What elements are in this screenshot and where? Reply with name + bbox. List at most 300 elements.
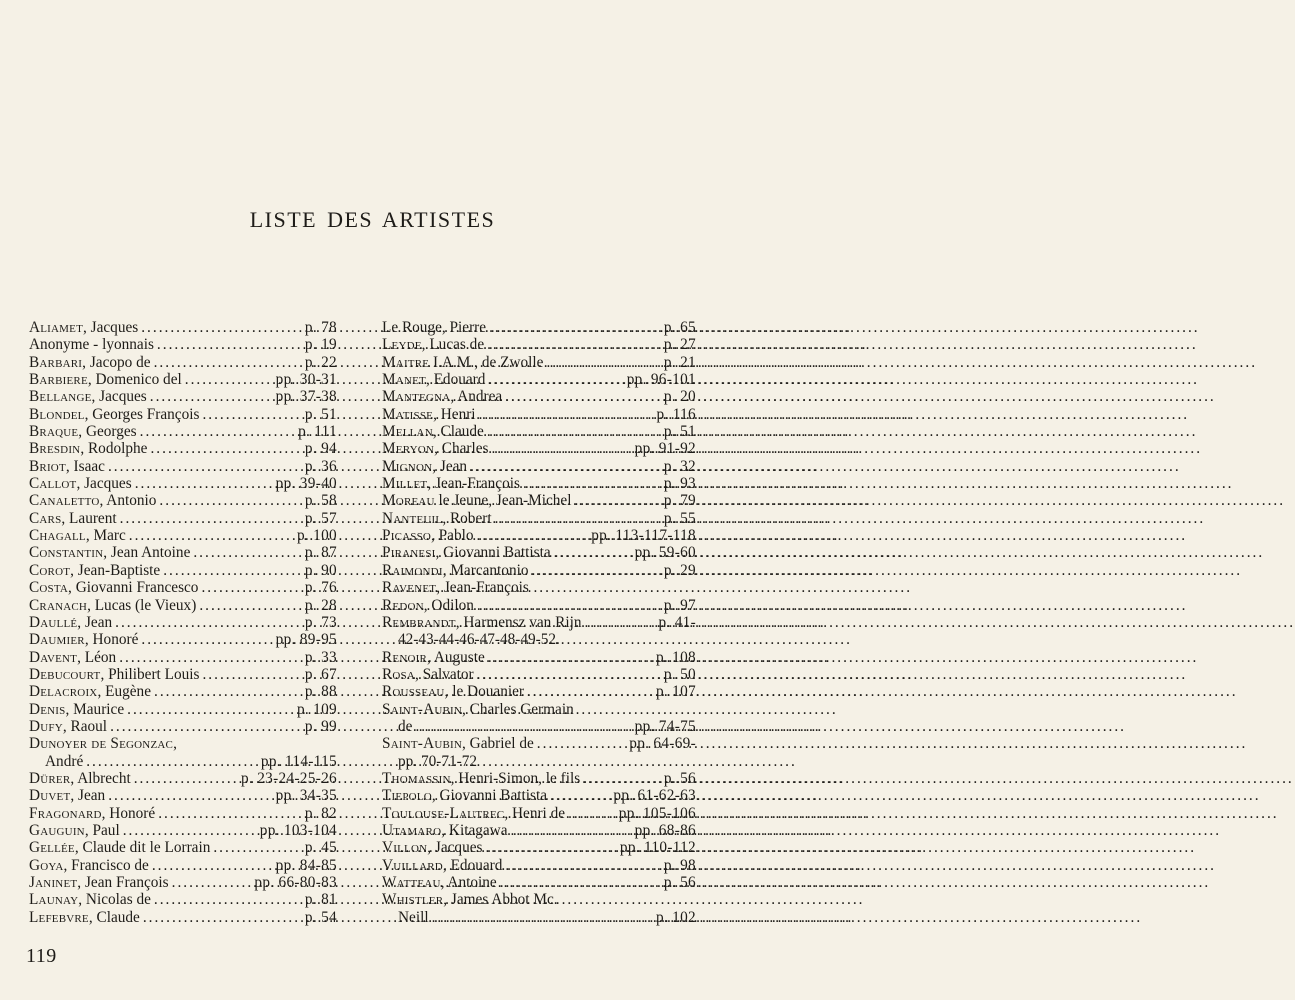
- dot-leader: [491, 440, 631, 457]
- index-entry: [29, 510, 337, 527]
- artist-surname: Chagall: [29, 527, 86, 545]
- index-entry: [382, 458, 696, 475]
- page-reference: pp. 114-115: [260, 752, 337, 770]
- index-entry: [382, 423, 696, 440]
- artist-name: [382, 354, 543, 371]
- artist-name: [382, 319, 486, 336]
- artist-given-name: , Salvator: [415, 665, 474, 683]
- dot-leader: [432, 909, 653, 926]
- dot-leader: [201, 579, 301, 596]
- index-entry: [382, 371, 696, 388]
- artist-name: [382, 683, 524, 700]
- page-reference: p. 32: [663, 457, 696, 475]
- dot-leader: [583, 770, 661, 787]
- artist-surname: Briot: [29, 457, 66, 475]
- dot-leader: [152, 857, 273, 874]
- artist-name: [382, 735, 534, 752]
- artist-name: [29, 510, 117, 527]
- artist-given-name: , Honoré: [84, 631, 139, 649]
- index-entry: [29, 701, 337, 718]
- artist-surname: Ravenet: [382, 579, 437, 597]
- artist-surname: Goya: [29, 856, 64, 874]
- page-reference: p. 78: [304, 319, 337, 336]
- page-reference: p. 107: [655, 683, 696, 701]
- index-entry: [29, 909, 337, 926]
- dot-leader: [135, 475, 273, 492]
- artist-given-name: , Giovanni Battista: [435, 544, 551, 562]
- dot-leader: [568, 805, 616, 822]
- page-reference: p. 56: [663, 769, 696, 787]
- artist-surname: Daumier: [29, 631, 85, 649]
- artist-name: [29, 371, 182, 388]
- artist-given-name: Le Rouge, Pierre: [382, 319, 487, 336]
- dot-leader: [523, 475, 661, 492]
- artist-given-name: , Maurice: [65, 700, 125, 718]
- page-reference: pp. 66-80-83: [254, 874, 337, 891]
- index-entry: [382, 753, 696, 770]
- artist-given-name: , Francisco de: [63, 856, 149, 874]
- dot-leader: [202, 666, 301, 683]
- dot-leader: [488, 371, 623, 388]
- artist-surname: Redon: [382, 596, 424, 614]
- dot-leader: [134, 770, 238, 787]
- artist-surname: Fragonard: [29, 804, 102, 822]
- dot-leader: [532, 562, 661, 579]
- artist-surname: Maitre: [382, 353, 430, 371]
- artist-surname: Whistler: [382, 891, 444, 909]
- artist-name: [29, 822, 120, 839]
- index-entry: [382, 406, 696, 423]
- artist-name: [29, 805, 155, 822]
- artist-name: [29, 544, 190, 561]
- artist-surname: Rousseau: [382, 683, 445, 701]
- artist-surname: Moreau: [382, 492, 435, 510]
- artist-name: [382, 822, 508, 839]
- dot-leader: [108, 787, 272, 804]
- index-entry: [29, 388, 337, 405]
- index-entry: [382, 614, 696, 631]
- artist-surname: Constantin: [29, 544, 104, 562]
- artist-name: [382, 423, 484, 440]
- artist-surname: Blondel: [29, 405, 85, 423]
- dot-leader: [141, 319, 302, 336]
- dot-leader: [120, 510, 302, 527]
- index-entry: [29, 874, 337, 891]
- artist-name: [382, 371, 485, 388]
- dot-leader: [141, 631, 272, 648]
- page-reference: p. 73: [304, 613, 337, 631]
- dot-leader: [86, 753, 258, 770]
- dot-leader: [193, 544, 302, 561]
- artist-given-name: , le Douanier: [444, 683, 524, 701]
- dot-leader: [172, 874, 252, 891]
- index-entry: [382, 909, 696, 926]
- index-entry: [382, 631, 696, 648]
- artist-given-name: , Jean: [77, 613, 113, 631]
- artist-name: [398, 631, 560, 648]
- artist-name: [29, 787, 105, 804]
- artist-name: [382, 562, 529, 579]
- index-entry: [29, 822, 337, 839]
- artist-name: [382, 649, 485, 666]
- artist-given-name: , James Abbot Mc.: [443, 891, 558, 909]
- artist-given-name: André: [45, 752, 84, 770]
- artist-surname: Dunoyer de Segonzac: [29, 735, 174, 753]
- artist-given-name: , Honoré: [101, 804, 156, 822]
- artist-surname: Leyde: [382, 336, 422, 354]
- artist-surname: Saint-Aubin: [382, 700, 463, 718]
- artist-surname: Aliamet: [29, 319, 83, 336]
- index-entry: [29, 683, 337, 700]
- dot-leader: [470, 458, 661, 475]
- artist-name: [29, 440, 147, 457]
- dot-leader: [154, 354, 302, 371]
- artist-given-name: le Jeune, Jean-Michel: [434, 492, 572, 510]
- artist-name: [29, 839, 210, 856]
- artist-surname: Dürer: [29, 769, 71, 787]
- index-entry: [382, 562, 696, 579]
- artist-given-name: , Edouard: [425, 371, 486, 389]
- artist-given-name: , Andrea: [450, 388, 503, 406]
- artist-given-name: , Lucas (le Vieux): [87, 596, 197, 614]
- artist-surname: Thomassin: [382, 769, 451, 787]
- artist-surname: Tiepolo: [382, 787, 432, 805]
- index-entry: [29, 371, 337, 388]
- artist-surname: Barbari: [29, 353, 83, 371]
- artist-surname: Janinet: [29, 874, 78, 891]
- dot-leader: [185, 371, 273, 388]
- artist-given-name: , Georges François: [84, 405, 200, 423]
- page-reference: pp. 34-35: [275, 787, 337, 805]
- artist-given-name: , Jacques: [91, 388, 147, 406]
- page-reference: p. 19: [304, 336, 337, 354]
- index-entry: [382, 597, 696, 614]
- artist-surname: Barbiere: [29, 371, 88, 389]
- artist-surname: Davent: [29, 648, 78, 666]
- dot-leader: [537, 735, 626, 752]
- artist-name: [29, 614, 112, 631]
- dot-leader: [199, 597, 302, 614]
- artist-name: [382, 527, 474, 544]
- page-reference: p. 41-: [658, 613, 696, 631]
- artist-given-name: , Odilon: [423, 596, 474, 614]
- page-reference: pp. 96-101: [626, 371, 696, 389]
- index-entry: [29, 440, 337, 457]
- artist-surname: Lefebvre: [29, 908, 89, 926]
- artist-surname: Rembrandt: [382, 613, 456, 631]
- artist-name: [382, 891, 558, 908]
- artist-given-name: , Marcantonio: [442, 561, 529, 579]
- artist-name: [29, 683, 151, 700]
- index-entry: [29, 406, 337, 423]
- artist-name: [29, 492, 156, 509]
- artist-given-name: , Eugène: [97, 683, 151, 701]
- dot-leader: [487, 423, 661, 440]
- artist-given-name: , Nicolas de: [78, 891, 151, 909]
- page-title: LISTE DES ARTISTES: [249, 207, 496, 232]
- index-entry: [29, 423, 337, 440]
- artist-name: [29, 562, 160, 579]
- dot-leader: [123, 822, 257, 839]
- artist-given-name: , Edouard: [442, 856, 503, 874]
- page-reference: p. 116: [656, 405, 696, 423]
- page-reference: p. 65: [663, 319, 696, 336]
- index-entry: [29, 458, 337, 475]
- artist-given-name: , Antoine: [440, 874, 497, 891]
- artist-given-name: , Lucas de: [421, 336, 485, 354]
- dot-leader: [143, 909, 302, 926]
- dot-leader: [108, 458, 302, 475]
- page-reference: p. 56: [663, 874, 696, 891]
- artist-name: [29, 909, 140, 926]
- index-entry: [382, 891, 696, 908]
- artist-surname: Renoir: [382, 648, 428, 666]
- artist-given-name: , Albrecht: [70, 769, 131, 787]
- index-entry: [29, 492, 337, 509]
- artist-surname: Mantegna: [382, 388, 451, 406]
- dot-leader: [574, 492, 660, 509]
- page-reference: pp. 91-92: [634, 440, 696, 458]
- artist-given-name: , Isaac: [65, 457, 105, 475]
- artist-surname: Cranach: [29, 596, 88, 614]
- artist-given-name: , Jean-François: [436, 579, 529, 597]
- artist-given-name: 42-43-44-46-47-48-49-52.: [398, 631, 560, 649]
- dot-leader: [487, 336, 661, 353]
- index-entry: [29, 579, 337, 596]
- index-entry: [29, 544, 337, 561]
- artist-surname: Launay: [29, 891, 79, 909]
- artist-name: [382, 336, 484, 353]
- artist-given-name: , Raoul: [62, 717, 108, 735]
- artist-given-name: , Jacques: [83, 319, 139, 336]
- artist-name: [382, 770, 580, 787]
- page-reference: p. 67: [304, 665, 337, 683]
- page-reference: p. 51: [663, 423, 696, 441]
- artist-list-left-column: [29, 319, 337, 926]
- artist-surname: Duvet: [29, 787, 71, 805]
- page-reference: p. 93: [663, 475, 696, 493]
- artist-surname: Manet: [382, 371, 426, 389]
- artist-name: [29, 354, 151, 371]
- artist-name: [382, 874, 497, 891]
- index-entry: [382, 839, 696, 856]
- artist-surname: Toulouse-Lautrec: [382, 804, 505, 822]
- artist-given-name: , Claude dit le Lorrain: [74, 839, 211, 857]
- index-entry: [382, 319, 696, 336]
- artist-surname: Gauguin: [29, 821, 85, 839]
- artist-given-name: , Jean-François: [427, 475, 520, 493]
- index-entry: [29, 475, 337, 492]
- artist-given-name: Neill: [398, 908, 429, 926]
- artist-name: [29, 874, 169, 891]
- dot-leader: [550, 787, 610, 804]
- artist-name: [29, 388, 147, 405]
- page-reference: pp. 103-104: [259, 821, 337, 839]
- artist-surname: Mignon: [382, 457, 433, 475]
- index-entry: [382, 354, 696, 371]
- index-entry: [382, 336, 696, 353]
- artist-given-name: , Jean François: [77, 874, 169, 891]
- dot-leader: [213, 839, 302, 856]
- page-reference: p. 82: [304, 804, 337, 822]
- dot-leader: [477, 597, 661, 614]
- artist-surname: Costa: [29, 579, 69, 597]
- artist-given-name: , Antonio: [99, 492, 157, 510]
- index-entry: [29, 562, 337, 579]
- dot-leader: [140, 423, 295, 440]
- page-reference: p. 111: [298, 423, 337, 441]
- artist-surname: Callot: [29, 475, 77, 493]
- artist-name: [29, 666, 199, 683]
- artist-given-name: , Jean: [70, 787, 106, 805]
- page-reference: p. 79: [663, 492, 696, 510]
- index-entry: [382, 770, 696, 787]
- page-reference: pp. 37-38: [275, 388, 337, 406]
- dot-leader: [554, 544, 632, 561]
- artist-given-name: , Jean Antoine: [103, 544, 191, 562]
- artist-name: [382, 597, 474, 614]
- artist-given-name: , Jacques: [427, 839, 483, 857]
- dot-leader: [159, 492, 301, 509]
- index-entry: [382, 649, 696, 666]
- dot-leader: [157, 336, 302, 353]
- dot-leader: [479, 406, 654, 423]
- index-entry: [382, 527, 696, 544]
- page-reference: p. 20: [663, 388, 696, 406]
- artist-given-name: , Robert: [442, 509, 492, 527]
- index-entry: [29, 527, 337, 544]
- page-reference: pp. 110-112: [619, 839, 696, 857]
- artist-given-name: , Claude: [88, 908, 140, 926]
- artist-given-name: , Henri de: [504, 804, 566, 822]
- artist-given-name: , Giovanni Battista: [431, 787, 547, 805]
- artist-name: [382, 475, 520, 492]
- page-reference: p. 58: [304, 492, 337, 510]
- page-reference: p. 109: [296, 700, 337, 718]
- index-entry: [29, 735, 337, 752]
- index-entry: [29, 718, 337, 735]
- dot-leader: [505, 857, 661, 874]
- artist-given-name: , Rodolphe: [80, 440, 148, 458]
- artist-given-name: , Henri-Simon, le fils: [450, 769, 581, 787]
- artist-surname: Watteau: [382, 874, 441, 891]
- artist-surname: Denis: [29, 700, 66, 718]
- page-reference: p. 33: [304, 648, 337, 666]
- index-entry: [382, 874, 696, 891]
- artist-name: [382, 406, 476, 423]
- artist-surname: Picasso: [382, 527, 432, 545]
- page-reference: pp. 59-60: [634, 544, 696, 562]
- artist-given-name: , Auguste: [427, 648, 485, 666]
- page-reference: p. 36: [304, 457, 337, 475]
- page-reference: p. 90: [304, 561, 337, 579]
- artist-name: [29, 406, 199, 423]
- artist-surname: Bellange: [29, 388, 92, 406]
- page-reference: pp. 113-117-118: [591, 527, 696, 545]
- page-reference: pp. 64-69-: [629, 735, 696, 753]
- artist-name: [382, 805, 565, 822]
- page-reference: pp. 30-31: [275, 371, 337, 389]
- artist-name: [382, 857, 502, 874]
- page-reference: p. 51: [304, 405, 337, 423]
- index-entry: [29, 753, 337, 770]
- page-reference: p. 27: [663, 336, 696, 354]
- artist-given-name: , Jacopo de: [82, 353, 151, 371]
- page-reference: p. 99: [304, 717, 337, 735]
- artist-given-name: de: [398, 717, 413, 735]
- artist-name: [382, 492, 571, 509]
- artist-name: [382, 839, 482, 856]
- artist-given-name: , Henri: [433, 405, 476, 423]
- index-entry: [29, 319, 337, 336]
- page-reference: p. 50: [663, 665, 696, 683]
- artist-name: [398, 909, 429, 926]
- dot-leader: [500, 874, 661, 891]
- artist-list-right-column: [382, 319, 696, 926]
- artist-surname: Cars: [29, 509, 62, 527]
- artist-given-name: , Charles: [434, 440, 489, 458]
- page-number: 119: [26, 945, 57, 967]
- index-entry: [382, 666, 696, 683]
- artist-given-name: , Léon: [77, 648, 117, 666]
- page-reference: p. 94: [304, 440, 337, 458]
- index-entry: [382, 440, 696, 457]
- artist-name: [29, 857, 149, 874]
- dot-leader: [495, 510, 661, 527]
- page-reference: p. 87: [304, 544, 337, 562]
- page-reference: p. 54: [304, 908, 337, 926]
- artist-surname: Corot: [29, 561, 71, 579]
- artist-given-name: Anonyme - lyonnais: [29, 336, 154, 354]
- index-entry: [29, 336, 337, 353]
- page-reference: p. 108: [655, 648, 696, 666]
- index-entry: [382, 857, 696, 874]
- artist-name: [29, 527, 126, 544]
- artist-surname: Raimondi: [382, 561, 443, 579]
- artist-given-name: , Jean-Baptiste: [70, 561, 161, 579]
- page-reference: pp. 105-106: [618, 804, 696, 822]
- page-reference: pp. 39-40: [275, 475, 337, 493]
- index-entry: [29, 787, 337, 804]
- artist-name: [29, 319, 138, 336]
- page-reference: pp. 84-85: [275, 856, 337, 874]
- artist-given-name: , Domenico del: [87, 371, 182, 389]
- artist-given-name: , Harmensz van Rijn: [455, 613, 582, 631]
- artist-name: [29, 579, 198, 596]
- artist-name: [29, 718, 107, 735]
- artist-given-name: pp. 70-71-72: [398, 752, 478, 770]
- index-entry: [29, 614, 337, 631]
- artist-given-name: , Philibert Louis: [100, 665, 200, 683]
- dot-leader: [415, 718, 631, 735]
- artist-name: [382, 666, 474, 683]
- dot-leader: [154, 683, 302, 700]
- dot-leader: [511, 822, 632, 839]
- dot-leader: [163, 562, 302, 579]
- index-entry: [382, 683, 696, 700]
- artist-given-name: ,: [173, 735, 177, 753]
- artist-given-name: , Pablo: [431, 527, 474, 545]
- index-entry: [382, 735, 696, 752]
- artist-given-name: , Charles Germain: [462, 700, 574, 718]
- artist-name: [29, 475, 132, 492]
- page-reference: p. 100: [296, 527, 337, 545]
- index-entry: [382, 787, 696, 804]
- page-reference: p. 102: [655, 908, 696, 926]
- index-entry: [382, 544, 696, 561]
- page-reference: p. 57: [304, 509, 337, 527]
- dot-leader: [488, 649, 653, 666]
